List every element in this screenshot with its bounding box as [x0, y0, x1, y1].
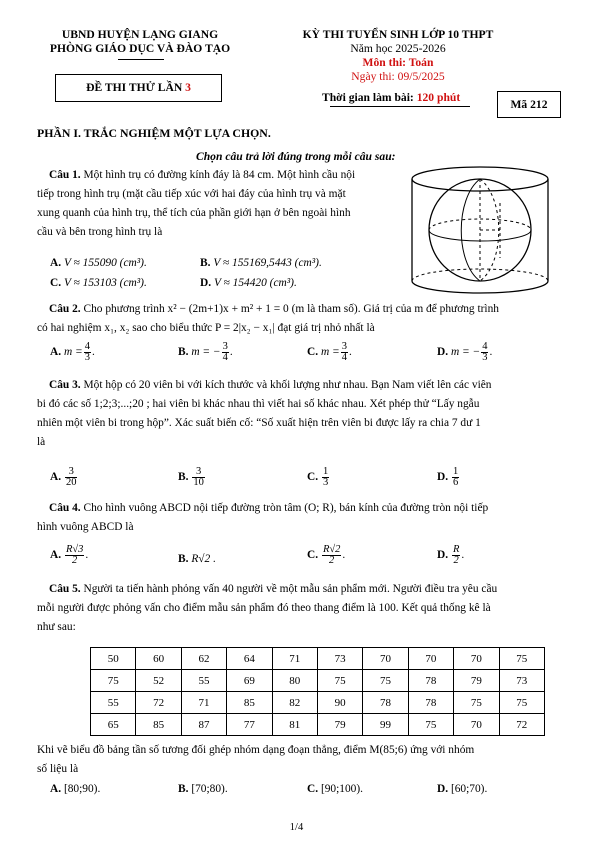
q2-label: Câu 2. [49, 303, 81, 315]
q1-label: Câu 1. [49, 169, 81, 181]
table-cell: 78 [408, 670, 453, 692]
header-left-underline [118, 59, 164, 60]
q5-line: Khi vẽ biểu đồ bảng tần số tương đối ghép nhóm dạng đoạn thẳng, điểm M(85;6) ứng với nhóm [37, 744, 475, 756]
table-cell: 55 [181, 670, 226, 692]
option-fraction: $\frac{3}{10}$ [193, 466, 204, 488]
table-cell: 81 [272, 714, 317, 736]
q3-label: Câu 3. [49, 379, 81, 391]
table-cell: 80 [272, 670, 317, 692]
exam-title: KỲ THI TUYỂN SINH LỚP 10 THPT [302, 28, 494, 41]
q2-option-a[interactable]: A. m = $\frac{4}{3}$ . [50, 341, 95, 363]
q5-option-d[interactable] [437, 783, 487, 795]
q3-line: là [37, 436, 46, 448]
cylinder-sphere-figure [405, 163, 555, 299]
exam-date: Ngày thi: 09/5/2025 [351, 70, 445, 83]
option-letter: A. [50, 549, 62, 562]
page-number: 1/4 [289, 822, 304, 833]
option-letter: A. [50, 471, 62, 484]
table-cell: 75 [91, 670, 136, 692]
q3-option-c[interactable] [307, 467, 330, 488]
q1-option-b[interactable] [200, 257, 322, 269]
option-letter: A. [50, 257, 62, 269]
table-cell: 75 [408, 714, 453, 736]
table-cell: 75 [363, 670, 408, 692]
table-cell: 69 [227, 670, 272, 692]
q5-label: Câu 5. [49, 583, 81, 595]
option-fraction: $\frac{3}{4}$ [341, 341, 347, 363]
table-cell: 79 [317, 714, 362, 736]
q4-option-c[interactable]: C. $\frac{R√2}{2}$ . [307, 544, 346, 566]
q5-line: mỗi người được phỏng vấn cho điểm mẫu sản phẩm đó theo thang điểm là 100. Kết quả thống kê là [37, 602, 491, 614]
table-row [91, 670, 545, 692]
option-letter: D. [437, 549, 449, 562]
option-letter: D. [200, 277, 212, 289]
table-cell: 75 [454, 692, 499, 714]
q4-line: hình vuông ABCD là [37, 521, 134, 533]
option-letter: C. [307, 471, 319, 484]
option-text: [80;90). [63, 783, 101, 795]
table-cell: 75 [499, 692, 544, 714]
option-text: [90;100). [320, 783, 364, 795]
table-cell: 70 [408, 648, 453, 670]
option-prefix: m = [320, 346, 340, 359]
table-cell: 75 [499, 648, 544, 670]
option-letter: B. [178, 346, 189, 359]
option-letter: C. [307, 549, 319, 562]
table-cell: 50 [91, 648, 136, 670]
q3-option-b[interactable] [178, 467, 206, 488]
exam-attempt-box [55, 74, 222, 102]
table-cell: 62 [181, 648, 226, 670]
q5-option-b[interactable] [178, 783, 228, 795]
option-fraction: $\frac{3}{4}$ [222, 341, 228, 363]
table-cell: 90 [317, 692, 362, 714]
question-3 [37, 376, 567, 452]
table-cell: 70 [454, 714, 499, 736]
table-cell: 85 [227, 692, 272, 714]
q1-option-a[interactable] [50, 257, 147, 269]
duration-value: 120 phút [416, 91, 461, 104]
option-fraction: $\frac{3}{20}$ [65, 466, 77, 488]
q3-line: nhiên một viên bi trong hộp”. Xác suất biến cố: “Số xuất hiện trên viên bi được lấy ra chia 7 dư 1 [37, 417, 481, 429]
option-text: V ≈ 155090 (cm³). [63, 257, 147, 269]
exam-attempt-number: 3 [185, 81, 191, 94]
header-left [40, 28, 240, 56]
q1-option-c[interactable] [50, 277, 147, 289]
q3-option-a[interactable] [50, 467, 78, 488]
question-1 [37, 166, 392, 242]
q2-option-b[interactable]: B. m = − $\frac{3}{4}$ . [178, 341, 233, 363]
q3-line: bi đó các số 1;2;3;...;20 ; hai viên bi khác nhau thì viết hai số khác nhau. Xét phép thử “Lấy ngẫu [37, 398, 480, 410]
option-fraction: $\frac{1}{6}$ [452, 466, 459, 488]
table-cell: 64 [227, 648, 272, 670]
table-cell: 72 [499, 714, 544, 736]
exam-attempt-label: ĐỀ THI THỬ LẦN [86, 81, 183, 94]
q3-line: Một hộp có 20 viên bi với kích thước và khối lượng như nhau. Bạn Nam viết lên các viên [83, 379, 492, 391]
option-fraction: $\frac{R√3}{2}$ [65, 544, 84, 566]
table-cell: 72 [136, 692, 181, 714]
table-cell: 99 [363, 714, 408, 736]
q5-line: như sau: [37, 621, 76, 633]
option-fraction: $\frac{R√2}{2}$ [322, 544, 341, 566]
table-cell: 60 [136, 648, 181, 670]
department-name: PHÒNG GIÁO DỤC VÀ ĐÀO TẠO [49, 42, 231, 55]
option-letter: B. [178, 471, 189, 484]
table-row [91, 714, 545, 736]
q1-line: cầu và bên trong hình trụ là [37, 226, 163, 238]
q1-option-d[interactable] [200, 277, 297, 289]
q2-option-c[interactable]: C. m = $\frac{3}{4}$ . [307, 341, 352, 363]
authority-name: UBND HUYỆN LẠNG GIANG [61, 28, 219, 41]
option-prefix: m = − [191, 346, 221, 359]
table-cell: 77 [227, 714, 272, 736]
table-cell: 70 [454, 648, 499, 670]
table-cell: 87 [181, 714, 226, 736]
option-letter: A. [50, 783, 62, 795]
school-year: Năm học 2025-2026 [350, 42, 446, 55]
duration-label: Thời gian làm bài: [322, 91, 414, 104]
table-cell: 78 [408, 692, 453, 714]
part1-instruction: Chọn câu trả lời đúng trong mỗi câu sau: [196, 150, 396, 163]
option-letter: B. [178, 783, 189, 795]
q5-line: Người ta tiến hành phỏng vấn 40 người về một mẫu sản phẩm mới. Người điều tra yêu cầu [83, 583, 498, 595]
table-cell: 82 [272, 692, 317, 714]
option-letter: C. [307, 783, 319, 795]
option-text: R√2 . [191, 553, 216, 565]
option-text: [60;70). [450, 783, 488, 795]
option-prefix: m = − [450, 346, 481, 359]
table-cell: 73 [317, 648, 362, 670]
part1-title: PHẦN I. TRẮC NGHIỆM MỘT LỰA CHỌN. [37, 126, 271, 140]
q1-line: tiếp trong hình trụ (mặt cầu tiếp xúc với hai đáy của hình trụ và mặt [37, 188, 346, 200]
table-cell: 52 [136, 670, 181, 692]
option-text: V ≈ 153103 (cm³). [63, 277, 147, 289]
option-letter: D. [437, 783, 449, 795]
q1-line: Một hình trụ có đường kính đáy là 84 cm. Một hình cầu nội [83, 169, 356, 181]
q3-option-d[interactable] [437, 467, 460, 488]
duration-underline [330, 106, 470, 107]
option-text: V ≈ 154420 (cm³). [213, 277, 297, 289]
table-cell: 78 [363, 692, 408, 714]
q4-label: Câu 4. [49, 502, 81, 514]
table-cell: 71 [272, 648, 317, 670]
option-text: [70;80). [191, 783, 228, 795]
option-fraction: $\frac{R}{2}$ [452, 544, 460, 566]
q4-option-d[interactable]: D. $\frac{R}{2}$ . [437, 544, 465, 566]
q4-option-a[interactable]: A. $\frac{R√3}{2}$ . [50, 544, 89, 566]
table-cell: 70 [363, 648, 408, 670]
option-prefix: m = [63, 346, 83, 359]
q4-line: Cho hình vuông ABCD nội tiếp đường tròn tâm (O; R), bán kính của đường tròn nội tiếp [83, 502, 489, 514]
option-text: V ≈ 155169,5443 (cm³). [213, 257, 322, 269]
score-table [90, 647, 545, 736]
table-cell: 75 [317, 670, 362, 692]
question-5-continued [37, 741, 567, 779]
exam-duration [322, 91, 460, 104]
header-right [278, 28, 518, 84]
q1-line: xung quanh của hình trụ, thể tích của phần giới hạn ở bên ngoài hình [37, 207, 351, 219]
table-cell: 55 [91, 692, 136, 714]
question-2 [37, 300, 567, 338]
table-row [91, 648, 545, 670]
option-fraction: $\frac{4}{3}$ [482, 341, 488, 363]
option-fraction: $\frac{4}{3}$ [84, 341, 90, 363]
option-letter: D. [437, 346, 449, 359]
option-letter: A. [50, 346, 62, 359]
q5-option-a[interactable] [50, 783, 100, 795]
table-cell: 79 [454, 670, 499, 692]
question-5 [37, 580, 567, 637]
subject: Môn thi: Toán [362, 56, 434, 69]
q2-line: Cho phương trình x² − (2m+1)x + m² + 1 = 0 (m là tham số). Giá trị của m để phương trình [83, 303, 499, 315]
table-cell: 71 [181, 692, 226, 714]
option-letter: B. [178, 553, 189, 565]
q2-line: có hai nghiệm x₁, x₂ sao cho biểu thức P = 2|x₂ − x₁| đạt giá trị nhỏ nhất là [37, 322, 375, 334]
q5-line: số liệu là [37, 763, 79, 775]
question-4 [37, 499, 567, 537]
table-cell: 73 [499, 670, 544, 692]
option-fraction: $\frac{1}{3}$ [322, 466, 329, 488]
exam-code: Mã 212 [497, 91, 561, 118]
q5-option-c[interactable] [307, 783, 363, 795]
table-row [91, 692, 545, 714]
option-letter: D. [437, 471, 449, 484]
option-letter: C. [50, 277, 62, 289]
table-cell: 85 [136, 714, 181, 736]
option-letter: B. [200, 257, 211, 269]
table-cell: 65 [91, 714, 136, 736]
option-letter: C. [307, 346, 319, 359]
q4-option-b[interactable] [178, 553, 216, 565]
q2-option-d[interactable]: D. m = − $\frac{4}{3}$ . [437, 341, 493, 363]
